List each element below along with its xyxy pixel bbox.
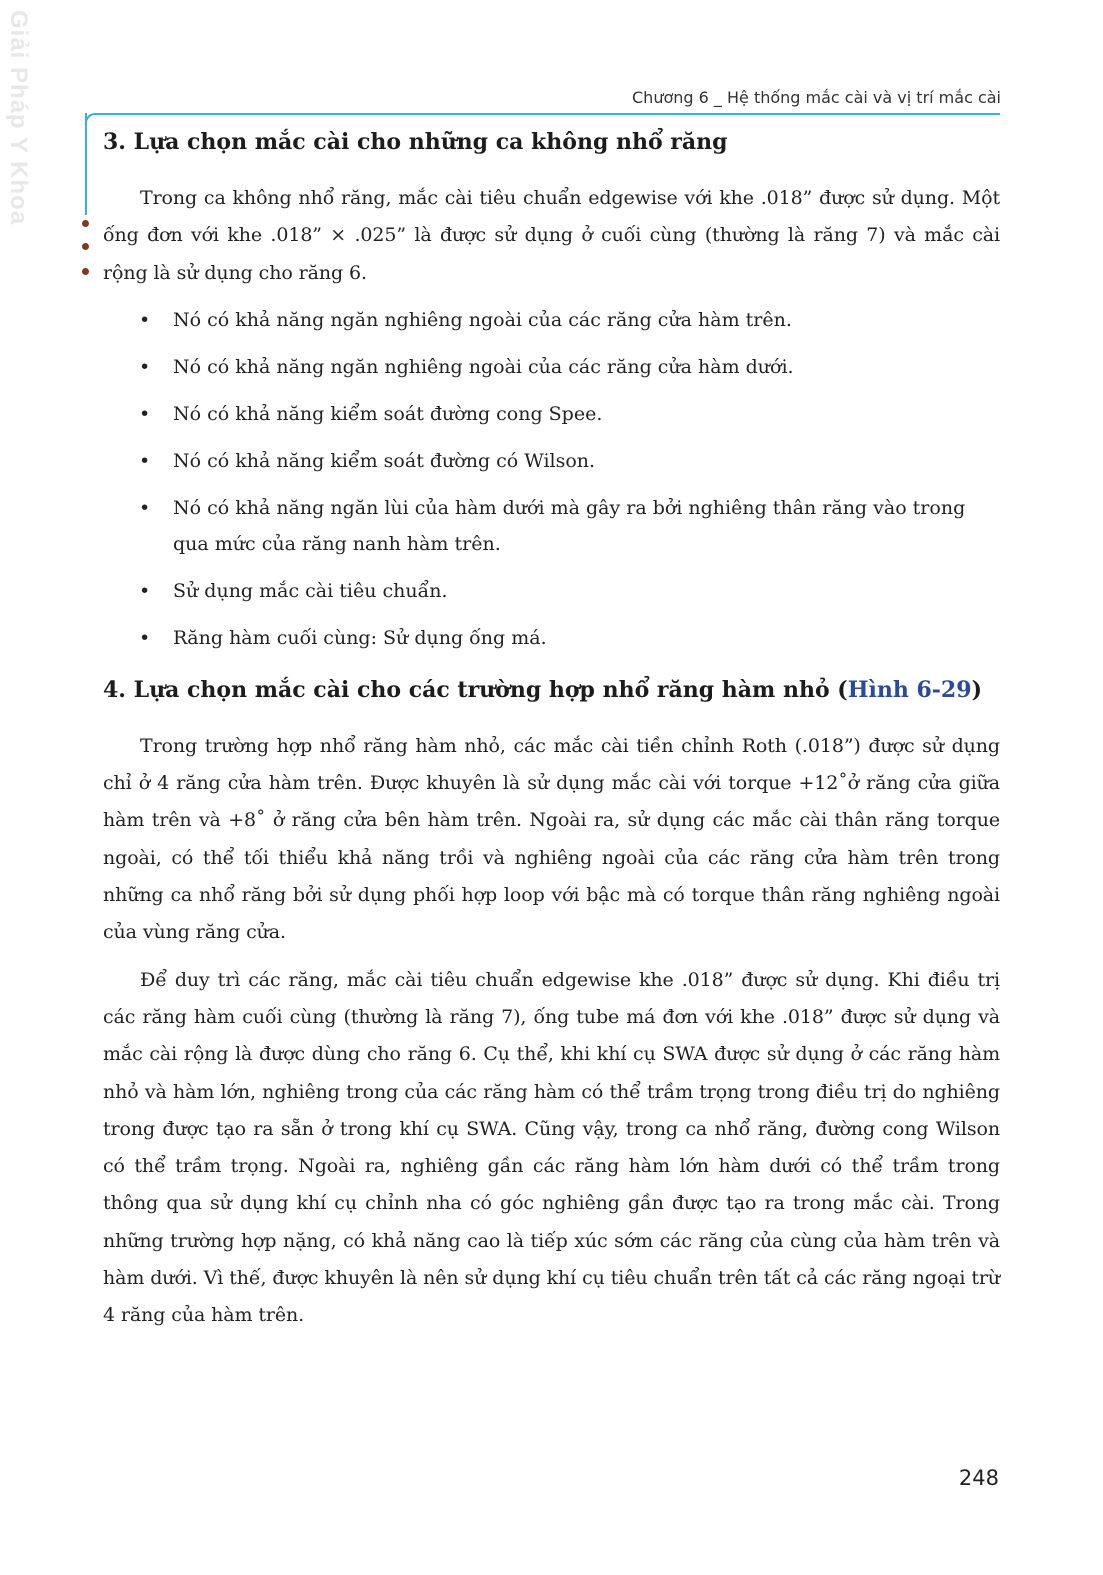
list-item-text: Sử dụng mắc cài tiêu chuẩn. [173,579,448,602]
watermark: Giải Pháp Y Khoa [5,10,32,226]
page-number: 248 [958,1466,999,1490]
page-content [103,120,1000,1345]
list-item [103,396,1000,432]
list-item-text: Nó có khả năng kiểm soát đường cong Spee. [173,402,603,425]
list-item-text: Nó có khả năng ngăn nghiêng ngoài của các răng cửa hàm dưới. [173,355,794,378]
list-item [103,443,1000,479]
section-4-heading-text: 4. Lựa chọn mắc cài cho các trường hợp nhổ răng hàm nhỏ ( [103,676,848,703]
section-3-paragraph: Trong ca không nhổ răng, mắc cài tiêu chuẩn edgewise với khe .018” được sử dụng. Một ống đơn với khe .018” × .025” là được sử dụng ở cuối cùng (thường là răng 7) và mắc cài rộng là sử dụng cho răng 6. [103,187,1000,284]
list-item [103,302,1000,338]
bullet-icon: • [139,579,151,602]
header-rule [95,113,1000,115]
header-hook-corner [85,113,99,127]
list-item [103,573,1000,609]
header-hook-line [85,113,87,215]
margin-dot [82,243,89,250]
section-4-paragraph: Trong trường hợp nhổ răng hàm nhỏ, các mắc cài tiền chỉnh Roth (.018”) được sử dụng chỉ ở 4 răng cửa hàm trên. Được khuyên là sử dụng mắc cài với torque +12˚ở răng cửa giữa hàm trên và +8˚ ở răng cửa bên hàm trên. Ngoài ra, sử dụng các mắc cài thân răng torque ngoài, có thể tối thiểu khả năng trồi và nghiêng ngoài của các răng cửa hàm trên trong những ca nhổ răng bởi sử dụng phối hợp loop với bậc mà có torque thân răng nghiêng ngoài của vùng răng cửa. [103,734,1000,944]
list-item-text: Nó có khả năng kiểm soát đường có Wilson. [173,449,596,472]
bullet-icon: • [139,449,151,472]
section-3-bullet-list [103,302,1000,656]
list-item-text: Răng hàm cuối cùng: Sử dụng ống má. [173,626,547,649]
section-3-heading: 3. Lựa chọn mắc cài cho những ca không nhổ răng [103,129,728,155]
list-item-text: Nó có khả năng ngăn nghiêng ngoài của các răng cửa hàm trên. [173,308,792,331]
section-4-heading-close: ) [971,676,982,703]
section-4-paragraph: Để duy trì các răng, mắc cài tiêu chuẩn edgewise khe .018” được sử dụng. Khi điều trị các răng hàm cuối cùng (thường là răng 7), ống tube má đơn với khe .018” được sử dụng và mắc cài rộng là được dùng cho răng 6. Cụ thể, khi khí cụ SWA được sử dụng ở các răng hàm nhỏ và hàm lớn, nghiêng trong của các răng hàm có thể trầm trọng trong điều trị do nghiêng trong được tạo ra sẵn ở trong khí cụ SWA. Cũng vậy, trong ca nhổ răng, đường cong Wilson có thể trầm trọng. Ngoài ra, nghiêng gần các răng hàm lớn hàm dưới có thể trầm trong thông qua sử dụng khí cụ chỉnh nha có góc nghiêng gần được tạo ra trong mắc cài. Trong những trường hợp nặng, có khả năng cao là tiếp xúc sớm các răng của cùng của hàm trên và hàm dưới. Vì thế, được khuyên là nên sử dụng khí cụ tiêu chuẩn trên tất cả các răng ngoại trừ 4 răng của hàm trên. [103,968,1000,1327]
list-item [103,620,1000,656]
margin-dot [82,268,89,275]
list-item-text: Nó có khả năng ngăn lùi của hàm dưới mà gây ra bởi nghiêng thân răng vào trong qua mức của răng nanh hàm trên. [173,496,966,555]
bullet-icon: • [139,496,151,519]
bullet-icon: • [139,402,151,425]
list-item [103,490,1000,562]
figure-reference-link[interactable]: Hình 6-29 [847,676,972,703]
list-item [103,349,1000,385]
bullet-icon: • [139,355,151,378]
margin-dot [82,220,89,227]
bullet-icon: • [139,626,151,649]
bullet-icon: • [139,308,151,331]
running-header: Chương 6 _ Hệ thống mắc cài và vị trí mắc cài [632,88,1001,107]
section-4-heading [103,674,1000,706]
